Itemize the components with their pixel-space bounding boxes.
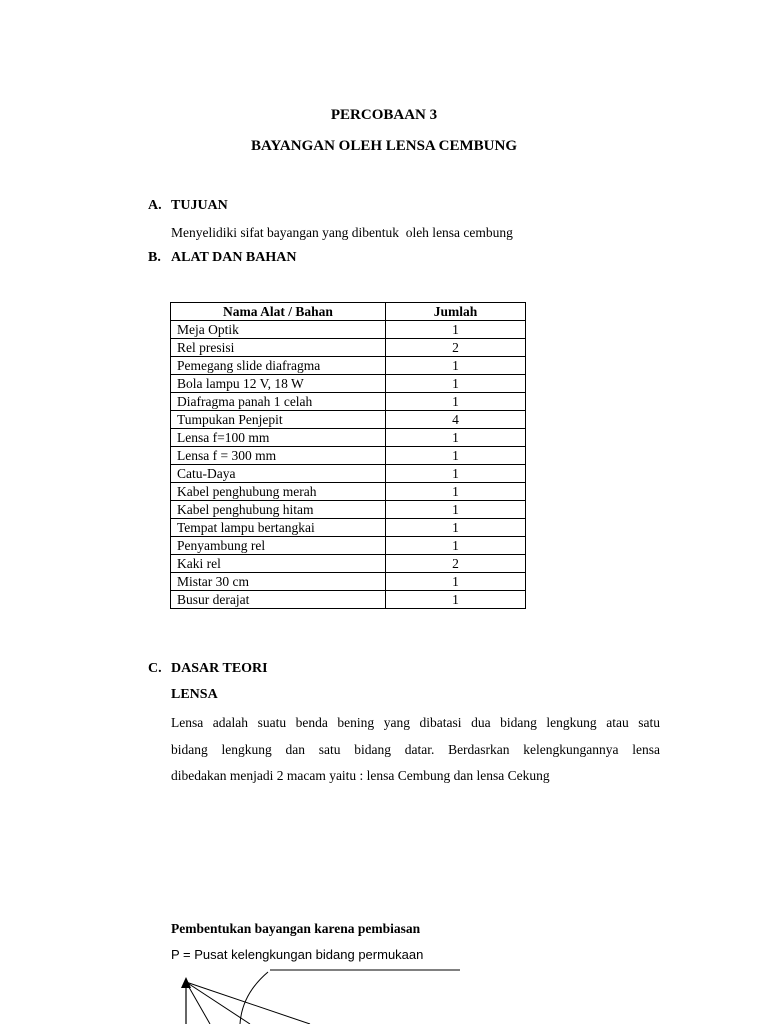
ray-line <box>186 982 250 1024</box>
table-cell-count: 1 <box>386 321 526 339</box>
table-cell-name: Pemegang slide diafragma <box>171 357 386 375</box>
table-cell-count: 2 <box>386 339 526 357</box>
table-row <box>171 447 526 465</box>
table-header-row <box>171 303 526 321</box>
table-cell-count: 1 <box>386 483 526 501</box>
table-cell-name: Kaki rel <box>171 555 386 573</box>
table-cell-name: Kabel penghubung hitam <box>171 501 386 519</box>
curved-surface <box>240 972 268 1024</box>
figure-caption: P = Pusat kelengkungan bidang permukaan <box>171 947 424 962</box>
section-b-label: B. <box>148 250 161 265</box>
table-row <box>171 429 526 447</box>
section-c-heading: DASAR TEORI <box>171 661 268 676</box>
table-row <box>171 321 526 339</box>
refraction-diagram <box>150 960 480 1024</box>
table-cell-count: 1 <box>386 591 526 609</box>
table-cell-name: Rel presisi <box>171 339 386 357</box>
theory-paragraph <box>171 710 660 790</box>
table-cell-name: Bola lampu 12 V, 18 W <box>171 375 386 393</box>
table-cell-count: 1 <box>386 519 526 537</box>
table-cell-count: 2 <box>386 555 526 573</box>
table-cell-count: 1 <box>386 465 526 483</box>
table-cell-name: Kabel penghubung merah <box>171 483 386 501</box>
section-a-text: Menyelidiki sifat bayangan yang dibentuk oleh lensa cembung <box>171 225 513 240</box>
ray-line <box>186 982 210 1024</box>
table-cell-count: 1 <box>386 501 526 519</box>
table-row <box>171 501 526 519</box>
page-title: PERCOBAAN 3 <box>330 107 438 123</box>
ray-line <box>186 982 310 1024</box>
table-cell-count: 4 <box>386 411 526 429</box>
table-cell-name: Lensa f = 300 mm <box>171 447 386 465</box>
table-cell-count: 1 <box>386 429 526 447</box>
table-row <box>171 375 526 393</box>
table-cell-count: 1 <box>386 357 526 375</box>
table-cell-count: 1 <box>386 447 526 465</box>
section-a-label: A. <box>148 198 162 213</box>
table-cell-name: Catu-Daya <box>171 465 386 483</box>
table-cell-name: Mistar 30 cm <box>171 573 386 591</box>
table-row <box>171 591 526 609</box>
table-row <box>171 519 526 537</box>
table-cell-name: Diafragma panah 1 celah <box>171 393 386 411</box>
section-c-subheading: LENSA <box>171 687 218 702</box>
table-row <box>171 393 526 411</box>
table-cell-name: Tumpukan Penjepit <box>171 411 386 429</box>
table-cell-name: Penyambung rel <box>171 537 386 555</box>
paragraph-line: bidang lengkung dan satu bidang datar. Berdasrkan kelengkungannya lensa <box>171 741 660 757</box>
table-row <box>171 537 526 555</box>
table-header-count: Jumlah <box>386 303 526 321</box>
figure-heading: Pembentukan bayangan karena pembiasan <box>171 921 421 936</box>
table-cell-count: 1 <box>386 375 526 393</box>
paragraph-line: Lensa adalah suatu benda bening yang dibatasi dua bidang lengkung atau satu <box>171 715 660 730</box>
table-cell-name: Busur derajat <box>171 591 386 609</box>
table-cell-name: Lensa f=100 mm <box>171 429 386 447</box>
page-subtitle: BAYANGAN OLEH LENSA CEMBUNG <box>250 138 518 154</box>
table-row <box>171 555 526 573</box>
section-b-heading: ALAT DAN BAHAN <box>171 250 297 265</box>
section-a-heading: TUJUAN <box>171 198 228 213</box>
table-cell-name: Meja Optik <box>171 321 386 339</box>
table-row <box>171 357 526 375</box>
table-header-name: Nama Alat / Bahan <box>171 303 386 321</box>
table-row <box>171 339 526 357</box>
table-row <box>171 465 526 483</box>
paragraph-line: dibedakan menjadi 2 macam yaitu : lensa Cembung dan lensa Cekung <box>171 768 550 783</box>
table-cell-count: 1 <box>386 537 526 555</box>
table-row <box>171 483 526 501</box>
equipment-table <box>170 302 526 609</box>
section-c-label: C. <box>148 661 162 676</box>
table-row <box>171 411 526 429</box>
table-cell-count: 1 <box>386 393 526 411</box>
table-row <box>171 573 526 591</box>
table-cell-name: Tempat lampu bertangkai <box>171 519 386 537</box>
table-cell-count: 1 <box>386 573 526 591</box>
